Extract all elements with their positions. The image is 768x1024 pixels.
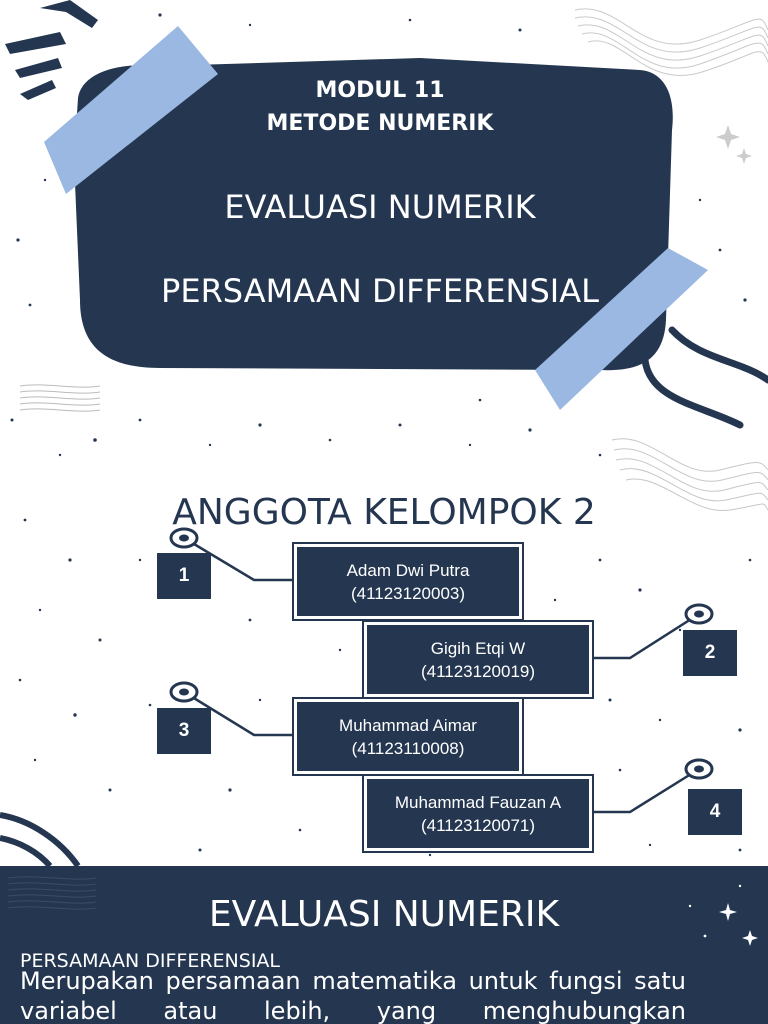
member-number: 1 bbox=[157, 553, 211, 599]
member-card bbox=[294, 699, 522, 774]
sparkle-icon bbox=[716, 125, 752, 164]
member-id: (41123120003) bbox=[350, 583, 466, 603]
member-name: Muhammad Aimar bbox=[339, 715, 477, 735]
member-id: (41123120019) bbox=[420, 661, 536, 681]
member-number: 4 bbox=[688, 789, 742, 835]
member-id: (41123120071) bbox=[420, 815, 536, 835]
description-section bbox=[0, 866, 768, 1024]
title-line-2: PERSAMAAN DIFFERENSIAL bbox=[161, 272, 599, 310]
member-number: 2 bbox=[683, 630, 737, 676]
course-label: METODE NUMERIK bbox=[266, 111, 494, 136]
scribble-lines bbox=[20, 385, 100, 411]
member-id: (41123110008) bbox=[351, 738, 465, 758]
wave-ribbon-icon bbox=[575, 9, 768, 76]
member-name: Gigih Etqi W bbox=[430, 638, 526, 658]
member-name: Muhammad Fauzan A bbox=[394, 792, 562, 812]
section-subtitle: PERSAMAAN DIFFERENSIAL bbox=[20, 950, 281, 972]
section-body: Merupakan persamaan matematika untuk fungsi satu variabel atau lebih, yang menghubungkan bbox=[20, 967, 686, 1024]
members-heading: ANGGOTA KELOMPOK 2 bbox=[172, 492, 596, 533]
wavy-lines bbox=[645, 330, 768, 425]
member-card bbox=[294, 544, 522, 619]
wavy-lines bbox=[0, 815, 78, 866]
member-card bbox=[364, 622, 592, 697]
member-number: 3 bbox=[157, 708, 211, 754]
member-card bbox=[364, 776, 592, 851]
section-title: EVALUASI NUMERIK bbox=[208, 894, 560, 935]
member-name: Adam Dwi Putra bbox=[346, 560, 470, 580]
module-label: MODUL 11 bbox=[315, 78, 445, 103]
title-line-1: EVALUASI NUMERIK bbox=[224, 188, 536, 226]
